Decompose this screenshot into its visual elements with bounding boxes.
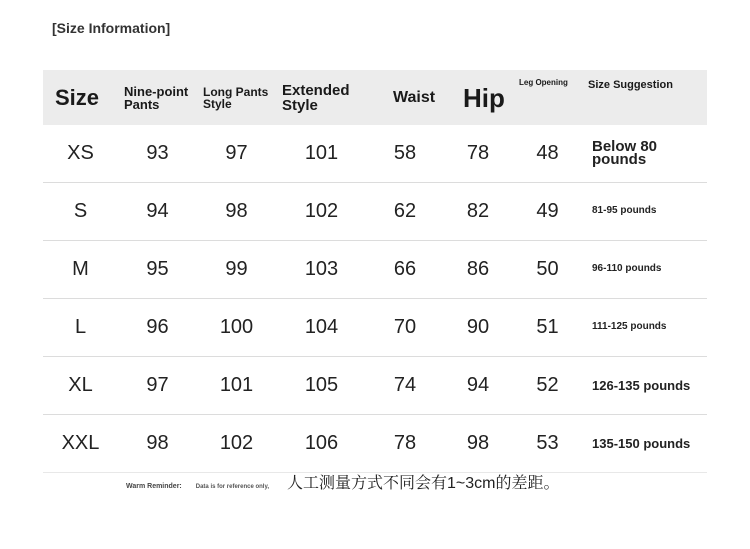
cell-nine-point: 94 [118,183,197,241]
cell-size-suggestion: 81-95 pounds [582,183,707,241]
cell-nine-point: 97 [118,357,197,415]
cell-size: XS [43,125,118,183]
cell-leg-opening: 53 [513,415,582,473]
cell-hip: 90 [443,299,513,357]
warm-reminder [126,470,560,493]
cell-long-pants: 97 [197,125,276,183]
cell-nine-point: 95 [118,241,197,299]
cell-long-pants: 101 [197,357,276,415]
table-row [43,241,707,299]
header-size: Size [43,70,118,125]
cell-nine-point: 93 [118,125,197,183]
cell-long-pants: 100 [197,299,276,357]
cell-waist: 70 [367,299,443,357]
cell-size-suggestion: 96-110 pounds [582,241,707,299]
cell-hip: 86 [443,241,513,299]
cell-nine-point: 96 [118,299,197,357]
cell-size: XXL [43,415,118,473]
table-row [43,183,707,241]
header-size-suggestion: Size Suggestion [582,70,707,125]
cell-size-suggestion: 126-135 pounds [582,357,707,415]
cell-size: S [43,183,118,241]
cell-waist: 62 [367,183,443,241]
reminder-note: Data is for reference only, [195,484,270,490]
header-waist: Waist [367,70,443,125]
header-long-pants: Long Pants Style [197,70,276,125]
cell-waist: 66 [367,241,443,299]
header-nine-point: Nine-point Pants [118,70,197,125]
cell-size-suggestion: Below 80 pounds [582,125,707,183]
cell-leg-opening: 50 [513,241,582,299]
cell-size: XL [43,357,118,415]
table-row [43,357,707,415]
cell-leg-opening: 52 [513,357,582,415]
table-row [43,125,707,183]
cell-size-suggestion: 111-125 pounds [582,299,707,357]
cell-size: L [43,299,118,357]
reminder-text: 人工测量方式不同会有1~3cm的差距。 [287,475,560,492]
cell-extended: 104 [276,299,367,357]
page-title: [Size Information] [52,20,171,36]
cell-extended: 103 [276,241,367,299]
cell-leg-opening: 48 [513,125,582,183]
cell-leg-opening: 49 [513,183,582,241]
cell-waist: 78 [367,415,443,473]
cell-long-pants: 98 [197,183,276,241]
header-leg-opening: Leg Opening [513,70,582,125]
cell-long-pants: 102 [197,415,276,473]
cell-waist: 58 [367,125,443,183]
cell-size-suggestion: 135-150 pounds [582,415,707,473]
cell-long-pants: 99 [197,241,276,299]
header-hip: Hip [443,70,513,125]
reminder-label: Warm Reminder: [126,483,182,490]
table-row [43,415,707,473]
cell-waist: 74 [367,357,443,415]
header-extended: Extended Style [276,70,367,125]
cell-extended: 106 [276,415,367,473]
size-table [43,70,707,473]
cell-hip: 94 [443,357,513,415]
cell-size: M [43,241,118,299]
cell-hip: 98 [443,415,513,473]
cell-hip: 82 [443,183,513,241]
cell-hip: 78 [443,125,513,183]
cell-extended: 101 [276,125,367,183]
table-row [43,299,707,357]
cell-leg-opening: 51 [513,299,582,357]
cell-extended: 105 [276,357,367,415]
table-header-row [43,70,707,125]
cell-nine-point: 98 [118,415,197,473]
cell-extended: 102 [276,183,367,241]
